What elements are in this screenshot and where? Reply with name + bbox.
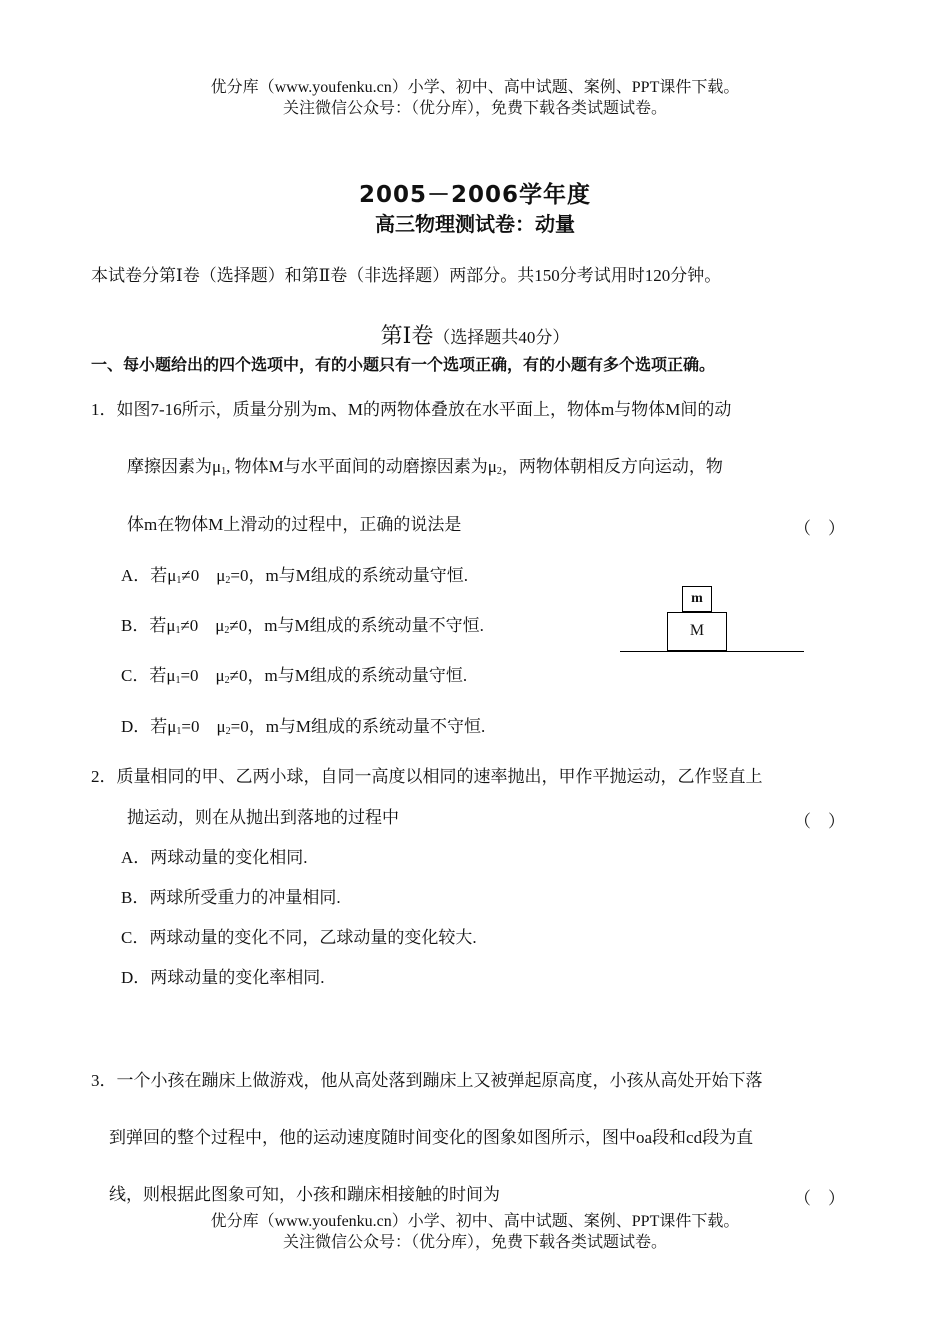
q2-line-2: 抛运动，则在从抛出到落地的过程中 bbox=[127, 808, 399, 827]
q1-a-text-1: A．若μ bbox=[121, 566, 177, 585]
q2-option-a: A．两球动量的变化相同. bbox=[121, 848, 308, 867]
header-line-1: 优分库（www.youfenku.cn）小学、初中、高中试题、案例、PPT课件下载。 bbox=[210, 79, 740, 96]
q1-a-text-2: ≠0 μ bbox=[181, 566, 226, 585]
ground-line bbox=[620, 651, 804, 652]
q1-line-1: 1．如图7-16所示，质量分别为m、M的两物体叠放在水平面上，物体m与物体M间的动 bbox=[91, 400, 732, 419]
q3-line-1: 3．一个小孩在蹦床上做游戏，他从高处落到蹦床上又被弹起原高度，小孩从高处开始下落 bbox=[91, 1071, 763, 1090]
q1-b-text-3: ≠0，m与M组成的系统动量不守恒. bbox=[229, 616, 484, 635]
q3-line-3: 线，则根据此图象可知，小孩和蹦床相接触的时间为 bbox=[109, 1185, 500, 1204]
q1-b-sub-1: 1 bbox=[175, 625, 181, 636]
q1-line-2e: ，两物体朝相反方向运动，物 bbox=[501, 457, 723, 476]
q1-option-c bbox=[121, 665, 467, 692]
section-title: 第Ⅰ卷 bbox=[380, 323, 434, 348]
q2-option-d: D．两球动量的变化率相同. bbox=[121, 968, 325, 987]
block-m: m bbox=[682, 586, 712, 612]
intro-text: 本试卷分第Ⅰ卷（选择题）和第Ⅱ卷（非选择题）两部分。共150分考试用时120分钟。 bbox=[91, 266, 722, 285]
q2-answer-paren: （ ） bbox=[794, 812, 845, 831]
q1-c-text-2: =0 μ bbox=[180, 666, 225, 685]
q1-line-2 bbox=[127, 456, 723, 483]
q1-answer-paren: （ ） bbox=[794, 519, 845, 538]
q1-d-text-2: =0 μ bbox=[181, 717, 226, 736]
q1-b-text-2: ≠0 μ bbox=[180, 616, 225, 635]
q1-option-d bbox=[121, 716, 485, 743]
q1-c-text-1: C．若μ bbox=[121, 666, 176, 685]
q1-sub-1: 1 bbox=[221, 466, 227, 477]
q1-line-3: 体m在物体M上滑动的过程中，正确的说法是 bbox=[127, 515, 462, 534]
q1-b-sub-2: 2 bbox=[224, 625, 230, 636]
q1-c-sub-1: 1 bbox=[175, 675, 181, 686]
q2-option-c: C．两球动量的变化不同，乙球动量的变化较大. bbox=[121, 928, 477, 947]
q1-figure bbox=[620, 584, 806, 656]
q1-d-text-3: =0，m与M组成的系统动量不守恒. bbox=[230, 717, 486, 736]
q1-d-text-1: D．若μ bbox=[121, 717, 177, 736]
q1-a-text-3: =0，m与M组成的系统动量守恒. bbox=[230, 566, 469, 585]
q1-line-2c: , 物体M与水平面间的动磨擦因素为μ bbox=[226, 457, 497, 476]
q3-answer-paren: （ ） bbox=[794, 1189, 845, 1208]
q1-c-text-3: ≠0，m与M组成的系统动量守恒. bbox=[229, 666, 468, 685]
q1-b-text-1: B．若μ bbox=[121, 616, 176, 635]
q3-line-2: 到弹回的整个过程中，他的运动速度随时间变化的图象如图所示，图中oa段和cd段为直 bbox=[109, 1128, 754, 1147]
footer-line-2: 关注微信公众号：（优分库），免费下载各类试题试卷。 bbox=[282, 1234, 667, 1251]
section-note: （选择题共40分） bbox=[433, 328, 570, 347]
section-instruction: 一、每小题给出的四个选项中，有的小题只有一个选项正确，有的小题有多个选项正确。 bbox=[91, 355, 716, 374]
block-M: M bbox=[667, 612, 727, 651]
footer-line-1: 优分库（www.youfenku.cn）小学、初中、高中试题、案例、PPT课件下载。 bbox=[210, 1213, 740, 1230]
q1-c-sub-2: 2 bbox=[224, 675, 230, 686]
section-heading bbox=[0, 319, 950, 350]
q1-line-2a: 摩擦因素为μ bbox=[127, 457, 222, 476]
q1-sub-2: 2 bbox=[496, 466, 502, 477]
header-line-2: 关注微信公众号：（优分库），免费下载各类试题试卷。 bbox=[282, 100, 667, 117]
q2-line-1: 2．质量相同的甲、乙两小球，自同一高度以相同的速率抛出，甲作平抛运动，乙作竖直上 bbox=[91, 767, 763, 786]
q1-a-sub-2: 2 bbox=[225, 575, 231, 586]
q1-option-a bbox=[121, 565, 468, 592]
q2-option-b: B．两球所受重力的冲量相同. bbox=[121, 888, 341, 907]
q1-a-sub-1: 1 bbox=[176, 575, 182, 586]
q1-d-sub-2: 2 bbox=[225, 726, 231, 737]
title-subtitle: 高三物理测试卷：动量 bbox=[375, 212, 575, 236]
q1-option-b bbox=[121, 615, 484, 642]
title-year: 2005－2006学年度 bbox=[358, 182, 592, 208]
q1-d-sub-1: 1 bbox=[176, 726, 182, 737]
